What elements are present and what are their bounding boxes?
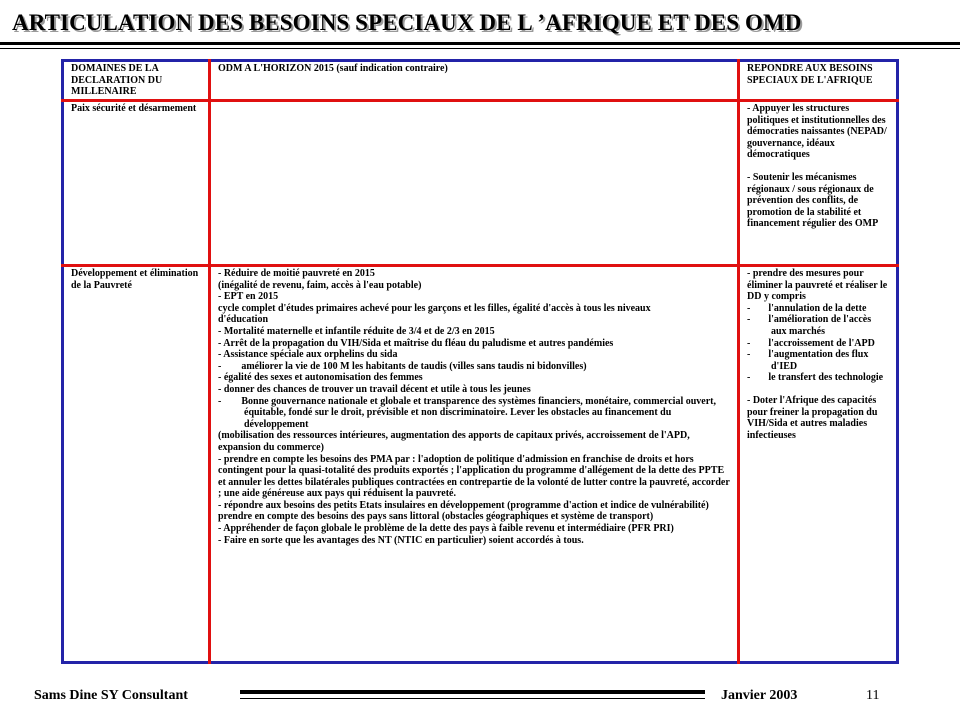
odm-cell	[210, 266, 739, 663]
africa-list-item: - l'annulation de la dette	[747, 302, 867, 314]
footer-date: Janvier 2003	[721, 688, 798, 703]
africa-list-item: - l'augmentation des flux d'IED	[747, 349, 869, 372]
header-domains: DOMAINES DE LA DECLARATION DU MILLENAIRE	[63, 61, 210, 101]
odm-line: - Faire en sorte que les avantages des NT (NTIC en particulier) soient accordés à tous.	[218, 534, 584, 546]
odm-line: - EPT en 2015	[218, 291, 279, 303]
odm-line: prendre en compte des besoins des pays sans littoral (obstacles géographiques et système de transport)	[218, 511, 654, 523]
odm-line: - Arrêt de la propagation du VIH/Sida et maîtrise du fléau du paludisme et autres pandémies	[218, 337, 614, 349]
odm-line: - répondre aux besoins des petits Etats insulaires en développement (programme d'action et indice de vulnérabilité)	[218, 499, 709, 511]
africa-list-item: - l'accroissement de l'APD	[747, 337, 875, 349]
odm-line: d'éducation	[218, 314, 269, 326]
odm-dash-item: -​ Bonne gouvernance nationale et globale et transparence des systèmes financiers, monétaire, commercial ouvert, équitable, fondé sur le droit, prévisible et non discriminatoire. Lever les obstacles au financement du développement	[218, 395, 716, 430]
slide-title: ARTICULATION DES BESOINS SPECIAUX DE L ’AFRIQUE ET DES OMD	[12, 10, 802, 35]
header-africa: REPONDRE AUX BESOINS SPECIAUX DE L'AFRIQUE	[739, 61, 898, 101]
omd-table	[61, 59, 899, 664]
odm-line: - égalité des sexes et autonomisation des femmes	[218, 372, 423, 384]
footer-author: Sams Dine SY Consultant	[34, 688, 188, 703]
odm-line: - Mortalité maternelle et infantile réduite de 3/4 et de 2/3 en 2015	[218, 325, 495, 337]
title-rule-thick	[0, 42, 960, 45]
africa-list-item: - le transfert des technologie	[747, 372, 884, 384]
africa-line: - Appuyer les structures politiques et institutionnelles des démocraties naissantes (NEPAD/ gouvernance, idéaux démocratiques	[747, 103, 887, 161]
table-row-poverty	[63, 266, 898, 663]
odm-line: - donner des chances de trouver un travail décent et utile à tous les jeunes	[218, 383, 531, 395]
footer-rule-thick	[240, 690, 705, 694]
africa-line: - Doter l'Afrique des capacités pour freiner la propagation du VIH/Sida et autres maladies infectieuses	[747, 394, 878, 441]
odm-cell-empty	[210, 101, 739, 266]
odm-dash-item: -​ améliorer la vie de 100 M les habitants de taudis (villes sans taudis ni bidonvilles)	[218, 360, 587, 372]
odm-line: (inégalité de revenu, faim, accès à l'eau potable)	[218, 279, 422, 291]
header-odm: ODM A L'HORIZON 2015 (sauf indication contraire)	[210, 61, 739, 101]
page-number: 11	[866, 688, 880, 703]
odm-line: - Appréhender de façon globale le problème de la dette des pays à faible revenu et intermédiaire (PFR PRI)	[218, 523, 674, 535]
africa-list-item: - l'amélioration de l'accès aux marchés	[747, 314, 872, 337]
domain-cell: Développement et élimination de la Pauvreté	[63, 266, 210, 663]
odm-line: - Réduire de moitié pauvreté en 2015	[218, 268, 375, 279]
odm-line: (mobilisation des ressources intérieures, augmentation des apports de capitaux privés, accroissement de l'APD, expansion du commerce)	[218, 430, 690, 453]
africa-line: - Soutenir les mécanismes régionaux / sous régionaux de prévention des conflits, de promotion de la stabilité et financement régulier des OMP	[747, 171, 879, 230]
odm-line: - Assistance spéciale aux orphelins du sida	[218, 349, 398, 361]
domain-cell: Paix sécurité et désarmement	[63, 101, 210, 266]
odm-line: améliorer la vie de 100 M les habitants de taudis (villes sans taudis ni bidonvilles)	[241, 360, 587, 372]
footer-rule-thin	[240, 698, 705, 699]
odm-line: cycle complet d'études primaires achevé pour les garçons et les filles, égalité d'accès à tous les niveaux	[218, 302, 651, 314]
africa-cell	[739, 101, 898, 266]
odm-line: - prendre en compte les besoins des PMA par : l'adoption de politique d'admission en franchise de droits et hors contingent pour la quasi-totalité des produits exportés ; l'application du programme d'allégement de la dette des PPTE et annuler les dettes bilatérales publiques contractées en contrepartie de la volonté de lutter contre la pauvreté, accorder ; une aide généreuse aux pays qui réduisent la pauvreté.	[218, 453, 730, 500]
table-header-row	[63, 61, 898, 101]
africa-cell	[739, 266, 898, 663]
title-rule-thin	[0, 48, 960, 49]
odm-line: Bonne gouvernance nationale et globale et transparence des systèmes financiers, monétaire, commercial ouvert, équitable, fondé sur le droit, prévisible et non discriminatoire. Lever les obstacles au financement du développement	[241, 395, 716, 430]
table-row-peace	[63, 101, 898, 266]
africa-line: - prendre des mesures pour éliminer la pauvreté et réaliser le DD y compris	[747, 268, 888, 303]
